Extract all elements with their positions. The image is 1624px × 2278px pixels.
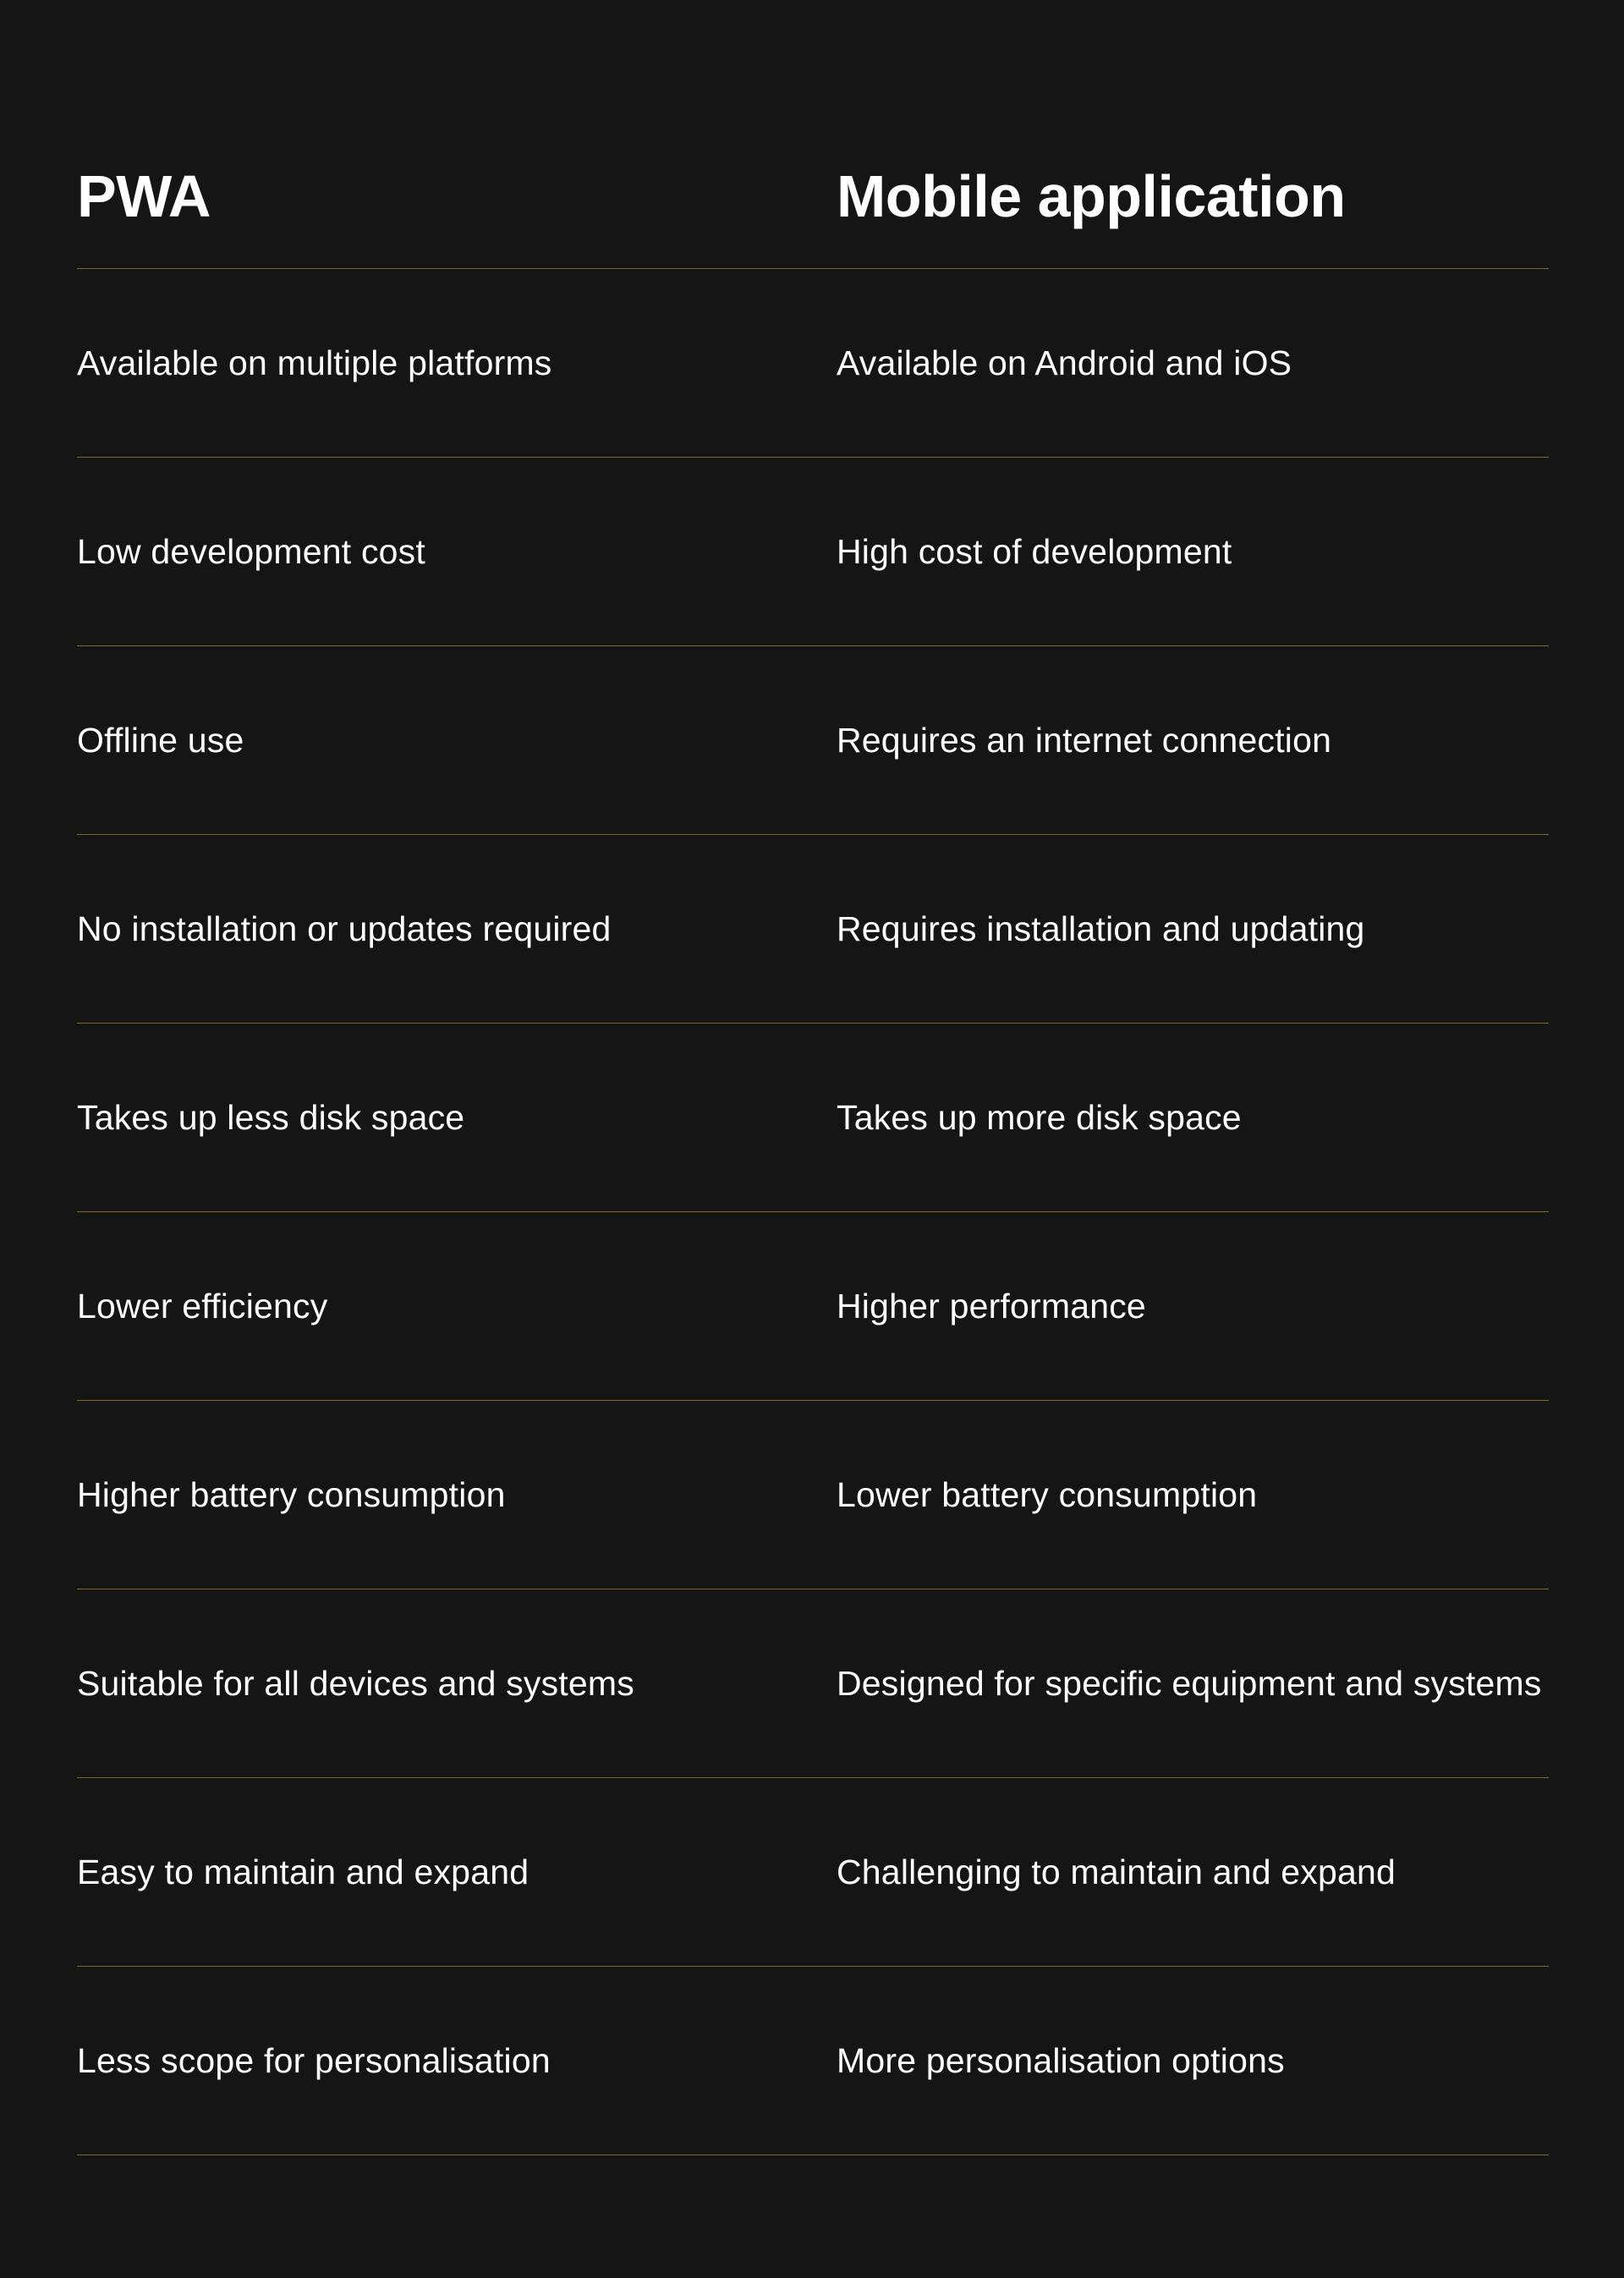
pwa-cell: Low development cost bbox=[77, 532, 425, 571]
mobile-cell: Requires an internet connection bbox=[837, 721, 1332, 760]
mobile-cell: Designed for specific equipment and systems bbox=[837, 1664, 1542, 1703]
table-row bbox=[77, 1024, 1549, 1212]
mobile-cell: Lower battery consumption bbox=[837, 1475, 1258, 1514]
column-title-pwa: PWA bbox=[77, 163, 211, 229]
pwa-cell: Offline use bbox=[77, 721, 244, 760]
table-row bbox=[77, 1212, 1549, 1401]
table-header bbox=[77, 0, 1549, 269]
table-row bbox=[77, 1401, 1549, 1589]
pwa-cell: Easy to maintain and expand bbox=[77, 1853, 529, 1891]
table-row bbox=[77, 269, 1549, 458]
pwa-cell: No installation or updates required bbox=[77, 909, 612, 948]
table-row bbox=[77, 646, 1549, 835]
table-row bbox=[77, 835, 1549, 1024]
mobile-cell: Requires installation and updating bbox=[837, 909, 1365, 948]
pwa-cell: Available on multiple platforms bbox=[77, 343, 552, 382]
table-row bbox=[77, 1778, 1549, 1967]
pwa-cell: Takes up less disk space bbox=[77, 1098, 465, 1137]
pwa-cell: Lower efficiency bbox=[77, 1287, 328, 1326]
mobile-cell: Challenging to maintain and expand bbox=[837, 1853, 1396, 1891]
mobile-cell: Higher performance bbox=[837, 1287, 1146, 1326]
pwa-cell: Suitable for all devices and systems bbox=[77, 1664, 634, 1703]
mobile-cell: Takes up more disk space bbox=[837, 1098, 1242, 1137]
mobile-cell: Available on Android and iOS bbox=[837, 343, 1292, 382]
table-row bbox=[77, 1589, 1549, 1778]
pwa-cell: Less scope for personalisation bbox=[77, 2041, 551, 2080]
mobile-cell: High cost of development bbox=[837, 532, 1232, 571]
table-row bbox=[77, 1967, 1549, 2155]
pwa-cell: Higher battery consumption bbox=[77, 1475, 506, 1514]
table-row bbox=[77, 458, 1549, 646]
comparison-table bbox=[77, 0, 1549, 2155]
mobile-cell: More personalisation options bbox=[837, 2041, 1285, 2080]
column-title-mobile-application: Mobile application bbox=[837, 163, 1346, 229]
